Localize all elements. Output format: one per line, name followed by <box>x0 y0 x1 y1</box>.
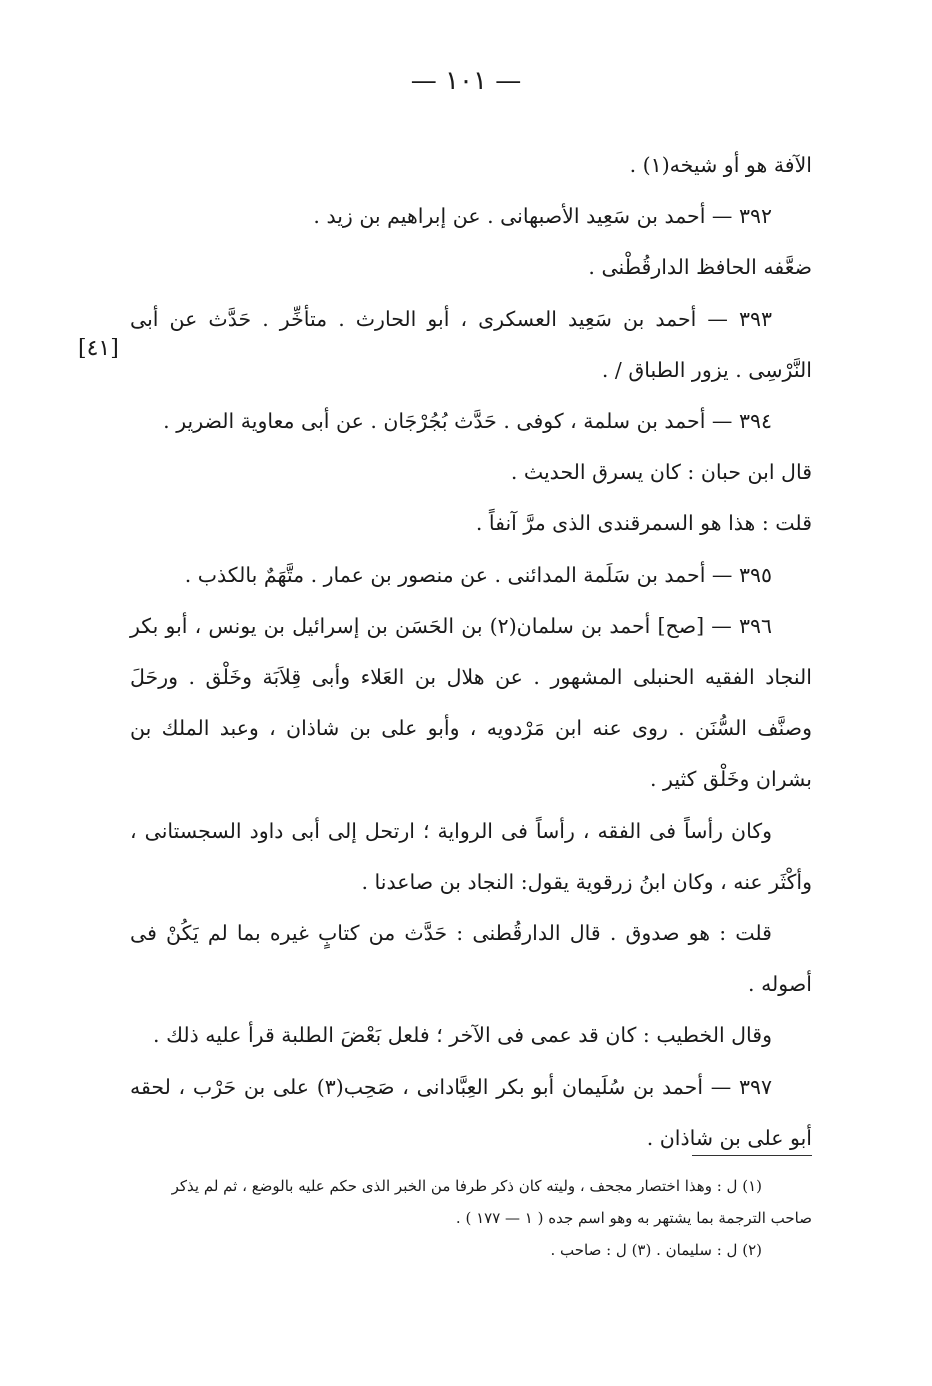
page-number: — ١٠١ — <box>410 66 522 96</box>
entry-394-comment: قلت : هذا هو السمرقندى الذى مرَّ آنفاً . <box>475 511 812 536</box>
entry-396: ٣٩٦ — [صح] أحمد بن سلمان(٢) بن الحَسَن بن إسرائيل بن يونس ، أبو بكر النجاد الفقيه الحنبلى المشهور . عن هلال بن العَلاء وأبى قِلاَبَة وخَلْق . ورحَلَ وصنَّف السُّنَن . روى عنه ابن مَرْدويه ، وأبو على بن شاذان ، وعبد الملك بن بشران وخَلْق كثير . <box>130 613 812 792</box>
entry-394-note: قال ابن حبان : كان يسرق الحديث . <box>510 460 812 485</box>
margin-reference: [٤١] <box>78 336 119 361</box>
paragraph-continuation: الآفة هو أو شيخه(١) . <box>629 153 812 177</box>
entry-396-comment: قلت : هو صدوق . قال الدارقُطنى : حَدَّث من كتابٍ غيره بما لم يَكُنْ فى أصوله . <box>130 921 812 997</box>
footnote-2-3: (٢) ل : سليمان . (٣) ل : صاحب . <box>550 1241 762 1259</box>
entry-397: ٣٩٧ — أحمد بن سُلَيمان أبو بكر العِبَّادانى ، صَحِب(٣) على بن حَرْب ، لحقه أبو على بن شاذان . <box>130 1074 812 1150</box>
entry-394: ٣٩٤ — أحمد بن سلمة ، كوفى . حَدَّث بُجُرْجَان . عن أبى معاوية الضرير . <box>163 409 772 434</box>
footnote-divider <box>692 1155 812 1156</box>
footnotes <box>130 1170 812 1266</box>
entry-393: ٣٩٣ — أحمد بن سَعِيد العسكرى ، أبو الحارث . متأخِّر . حَدَّث عن أبى النَّرْسِى . يزور الطباق / . <box>130 306 812 382</box>
entry-396-khatib: وقال الخطيب : كان قد عمى فى الآخر ؛ فلعل بَعْضَ الطلبة قرأ عليه ذلك . <box>153 1023 772 1048</box>
footnote-1: (١) ل : وهذا اختصار مجحف ، وليته كان ذكر طرفا من الخبر الذى حكم عليه بالوضع ، ثم لم يذكر صاحب الترجمة بما يشتهر به وهو اسم جده ( ١ — ١٧٧ ) . <box>171 1177 812 1227</box>
entry-392-note: ضعَّفه الحافظ الدارقُطْنى . <box>588 255 812 280</box>
main-text <box>130 140 812 1164</box>
entry-396-note: وكان رأساً فى الفقه ، رأساً فى الرواية ؛ ارتحل إلى أبى داود السجستانى ، وأكْثَر عنه ، وكان ابنُ زرقوية يقول: النجاد بن صاعدنا . <box>130 818 812 894</box>
entry-392: ٣٩٢ — أحمد بن سَعِيد الأصبهانى . عن إبراهيم بن زيد . <box>313 204 772 229</box>
entry-395: ٣٩٥ — أحمد بن سَلَمة المدائنى . عن منصور بن عمار . متَّهَمٌ بالكذب . <box>184 562 772 587</box>
